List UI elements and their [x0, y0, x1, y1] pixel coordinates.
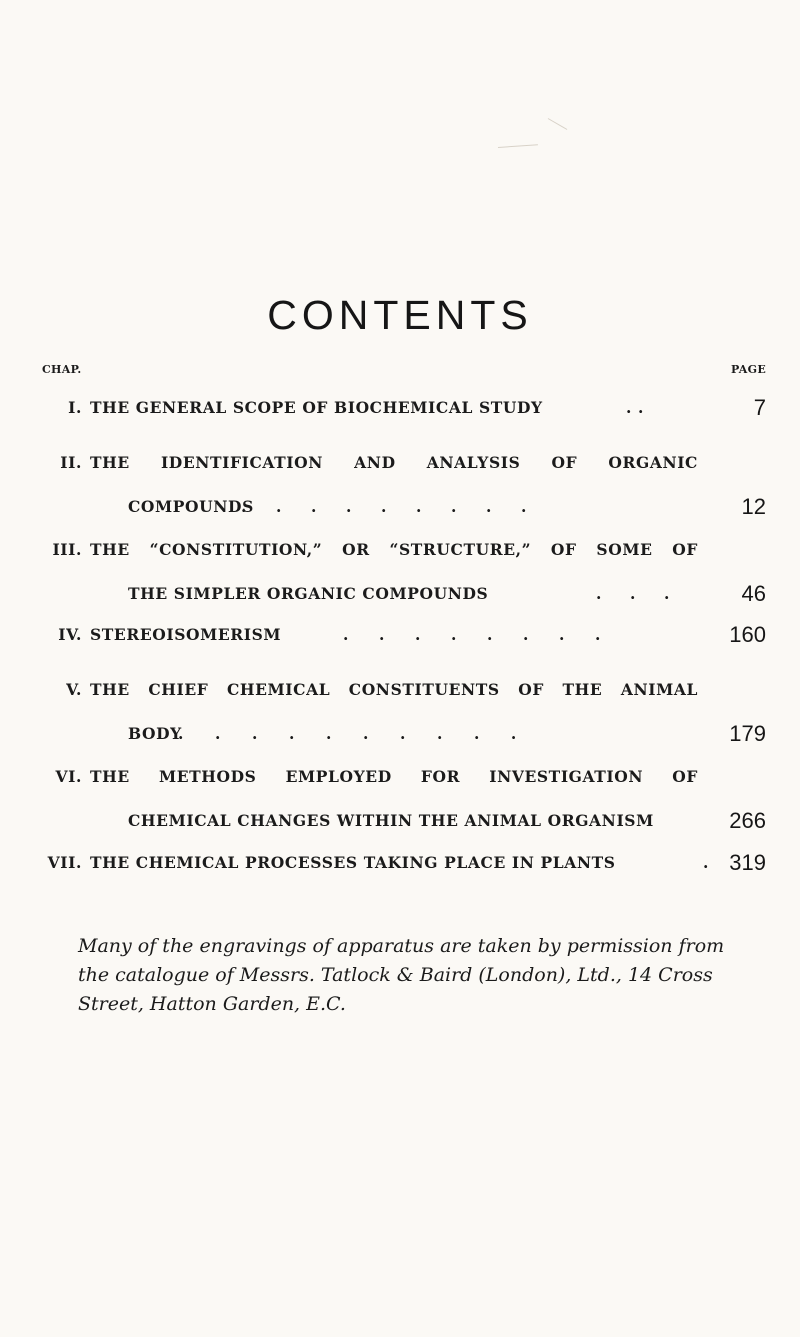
page-title: CONTENTS: [267, 292, 533, 338]
page-column-header: PAGE: [731, 363, 766, 376]
chapter-column-header: CHAP.: [42, 363, 82, 376]
chapter-title-continued: THE SIMPLER ORGANIC COMPOUNDS: [128, 584, 489, 603]
toc-line: [0, 850, 800, 876]
toc-line: [0, 764, 800, 790]
toc-line: [0, 395, 800, 421]
toc-line: [0, 537, 800, 563]
dot-leaders: .: [703, 853, 709, 872]
apparatus-credit-note: Many of the engravings of apparatus are taken by permission from the catalogue of Messrs. Tatlock & Baird (London), Ltd., 14 Cross Street, Hatton Garden, E.C.: [78, 935, 725, 1015]
chapter-number: III.: [52, 540, 82, 559]
chapter-title-continued: BODY: [128, 724, 182, 743]
toc-line: [0, 721, 800, 747]
chapter-title: THE CHEMICAL PROCESSES TAKING PLACE IN PLANTS: [90, 853, 616, 872]
chapter-number: VII.: [47, 853, 82, 872]
page-number: 7: [753, 395, 766, 420]
page-number: 266: [729, 808, 766, 833]
chapter-number: II.: [60, 453, 82, 472]
dot-leaders: . . . . . . . . .: [241, 497, 527, 516]
paper-mark: [548, 118, 568, 130]
page-number: 179: [729, 721, 766, 746]
toc-line: [0, 581, 800, 607]
toc-line: [0, 622, 800, 648]
chapter-title-continued: COMPOUNDS: [128, 497, 254, 516]
dot-leaders: . . . . . . . .: [343, 625, 601, 644]
page-number: 319: [729, 850, 766, 875]
chapter-number: IV.: [58, 625, 82, 644]
page-number: 46: [741, 581, 766, 606]
chapter-number: I.: [68, 398, 82, 417]
chapter-title: THE CHIEF CHEMICAL CONSTITUENTS OF THE ANIMAL: [90, 680, 698, 699]
toc-line: [0, 450, 800, 476]
chapter-number: VI.: [55, 767, 82, 786]
chapter-title: THE METHODS EMPLOYED FOR INVESTIGATION OF: [90, 767, 698, 786]
chapter-title-continued: CHEMICAL CHANGES WITHIN THE ANIMAL ORGANISM: [128, 811, 654, 830]
page-number: 160: [729, 622, 766, 647]
chapter-title: THE IDENTIFICATION AND ANALYSIS OF ORGANIC: [90, 453, 698, 472]
chapter-title: THE “CONSTITUTION,” OR “STRUCTURE,” OF SOME OF: [90, 540, 698, 559]
toc-line: [0, 494, 800, 520]
toc-line: [0, 677, 800, 703]
chapter-title: THE GENERAL SCOPE OF BIOCHEMICAL STUDY: [90, 398, 543, 417]
paper-mark: [498, 144, 538, 148]
dot-leaders: . . .: [596, 584, 670, 603]
chapter-title: STEREOISOMERISM: [90, 625, 282, 644]
toc-line: [0, 808, 800, 834]
page-number: 12: [741, 494, 766, 519]
chapter-number: V.: [66, 680, 82, 699]
dot-leaders: . . . . . . . . . .: [178, 724, 517, 743]
dot-leaders: . .: [626, 398, 644, 417]
